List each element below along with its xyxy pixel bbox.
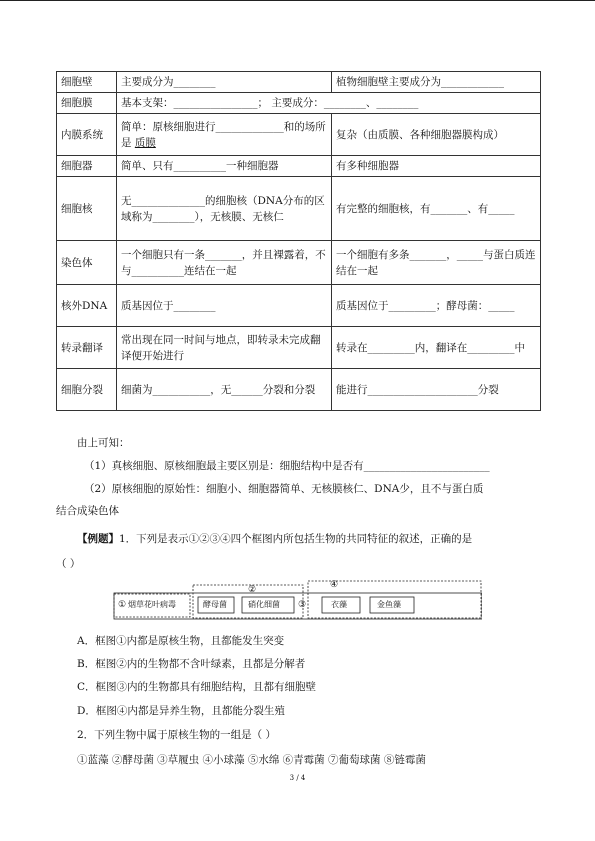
conclusion-heading: 由上可知：: [77, 437, 130, 449]
cell-text: 简单：原核细胞进行_____________和的场所是: [121, 120, 326, 149]
venn-box-diagram: [112, 580, 482, 620]
prokaryote-cell: 细菌为___________，无______分裂和分裂: [117, 369, 332, 411]
prokaryote-cell: 无______________的细胞核（DNA分布的区域称为________），无核膜、无核仁: [117, 177, 332, 241]
prokaryote-cell: 简单、只有__________一种细胞器: [117, 156, 332, 177]
conclusion-point-1: （1）真核细胞、原核细胞最主要区别是：细胞结构中是否有________________________: [84, 460, 490, 472]
box-4-marker: ④: [330, 580, 339, 590]
box-label-tmv: 烟草花叶病毒: [128, 600, 176, 609]
row-label: 核外DNA: [57, 285, 117, 327]
prokaryote-cell: 常出现在同一时间与地点，即转录未完成翻译便开始进行: [117, 327, 332, 369]
eukaryote-cell: 复杂（由质膜、各种细胞器膜构成）: [332, 114, 541, 156]
prokaryote-cell: 主要成分为________: [117, 72, 332, 93]
row-label: 细胞分裂: [57, 369, 117, 411]
row-label: 细胞核: [57, 177, 117, 241]
box-label-hornwort: 金鱼藻: [377, 600, 401, 609]
box-label-chlamydomonas: 衣藻: [331, 600, 347, 609]
row-label: 细胞壁: [57, 72, 117, 93]
prokaryote-cell: 质基因位于________: [117, 285, 332, 327]
conclusion-point-2-cont: 结合成染色体: [56, 505, 119, 517]
table-row: [57, 177, 541, 241]
underlined-answer: 质膜: [134, 136, 156, 149]
prokaryote-cell: [117, 114, 332, 156]
box-1-marker: ①: [118, 600, 127, 610]
header-rule: [0, 0, 595, 1]
example-question-2: 2．下列生物中属于原核生物的一组是（ ）: [77, 729, 277, 741]
example-tag: 【例题】: [77, 533, 119, 545]
table-row: [57, 93, 541, 114]
table-row: [57, 241, 541, 285]
question-text: 1．下列是表示①②③④四个框图内所包括生物的共同特征的叙述，正确的是: [119, 533, 473, 545]
conclusion-point-2: （2）原核细胞的原始性：细胞小、细胞器简单、无核膜核仁、DNA少，且不与蛋白质: [84, 483, 484, 495]
answer-paren: （ ）: [56, 558, 81, 570]
table-row: [57, 114, 541, 156]
prokaryote-cell: 一个细胞只有一条_______，并且裸露着，不与__________连结在一起: [117, 241, 332, 285]
eukaryote-cell: 质基因位于_________；酵母菌：_____: [332, 285, 541, 327]
row-label: 内膜系统: [57, 114, 117, 156]
eukaryote-cell: 能进行_____________________分裂: [332, 369, 541, 411]
eukaryote-cell: 有完整的细胞核，有_______、有_____: [332, 177, 541, 241]
box-label-yeast: 酵母菌: [203, 600, 227, 609]
merged-cell: 基本支架：________________； 主要成分：________、________: [117, 93, 541, 114]
eukaryote-cell: 有多种细胞器: [332, 156, 541, 177]
page-number: 3 / 4: [289, 774, 306, 782]
eukaryote-cell: 转录在_________内，翻译在_________中: [332, 327, 541, 369]
box-3-marker: ③: [298, 600, 307, 610]
example-question-1: [77, 531, 472, 547]
box-label-nitrifying-bacteria: 硝化细菌: [248, 600, 280, 609]
row-label: 染色体: [57, 241, 117, 285]
box-2-marker: ②: [248, 585, 257, 595]
option-b: B．框图②内的生物都不含叶绿素，且都是分解者: [77, 658, 306, 670]
row-label: 细胞器: [57, 156, 117, 177]
row-label: 细胞膜: [57, 93, 117, 114]
table-row: [57, 156, 541, 177]
comparison-table: [56, 71, 541, 411]
row-label: 转录翻译: [57, 327, 117, 369]
option-c: C．框图③内的生物都具有细胞结构，且都有细胞壁: [77, 681, 317, 693]
question-2-items: ①蓝藻 ②酵母菌 ③草履虫 ④小球藻 ⑤水绵 ⑥青霉菌 ⑦葡萄球菌 ⑧链霉菌: [77, 754, 426, 766]
option-d: D．框图④内都是异养生物，且都能分裂生殖: [77, 705, 285, 717]
option-a: A．框图①内都是原核生物，且都能发生突变: [77, 635, 285, 647]
table-row: [57, 369, 541, 411]
eukaryote-cell: 植物细胞壁主要成分为____________: [332, 72, 541, 93]
table-row: [57, 327, 541, 369]
table-row: [57, 72, 541, 93]
eukaryote-cell: 一个细胞有多条_______，_____与蛋白质连结在一起: [332, 241, 541, 285]
table-row: [57, 285, 541, 327]
